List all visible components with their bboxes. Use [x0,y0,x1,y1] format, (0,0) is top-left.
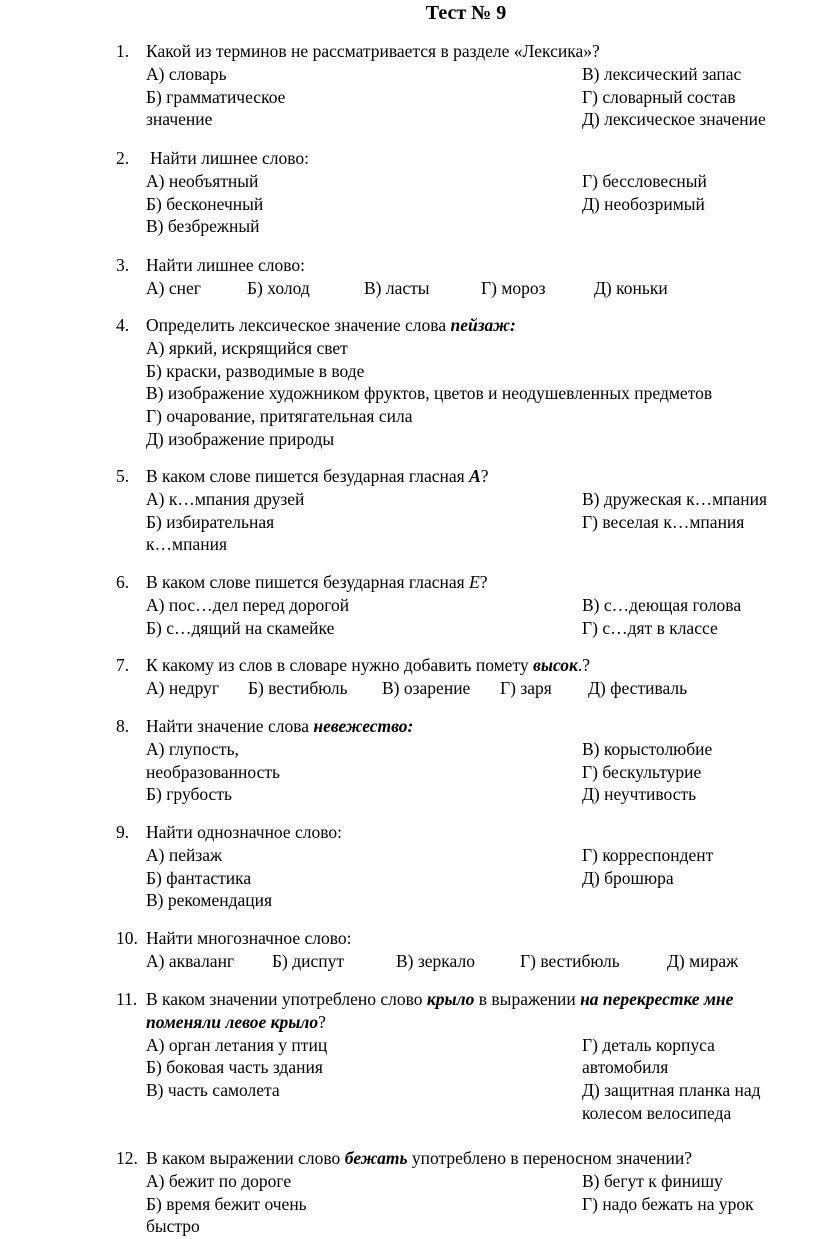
answer-option: В) лексический запас [582,63,742,84]
question-number: 6. [116,572,130,592]
keyword: А [469,466,481,486]
answer-option: В) рекомендация [146,890,273,911]
answer-option: А) необъятный [146,170,259,191]
question-11 [0,988,816,1125]
answer-option: Б) грубость [146,784,232,805]
question-text: Определить лексическое значение слова пейзаж: [146,315,516,335]
answer-option: А) к…мпания друзей [146,488,305,509]
answer-option: А) глупость, [146,738,239,759]
question-number: 10. [116,928,138,948]
question-number: 3. [116,255,130,275]
keyword: высок [533,655,578,675]
question-1 [0,40,816,131]
answer-option: Б) с…дящий на скамейке [146,617,335,638]
question-9 [0,821,816,912]
question-number: 4. [116,315,130,335]
question-number: 9. [116,822,130,842]
answer-option: Г) деталь корпуса [582,1034,715,1055]
keyword: крыло [426,989,475,1009]
question-number: 1. [116,41,130,61]
answer-option: Д) коньки [594,277,668,298]
answer-option: Г) словарный состав [582,86,736,107]
answer-option: А) яркий, искрящийся свет [146,337,348,358]
question-10 [0,927,816,973]
answer-option: колесом велосипеда [582,1102,732,1123]
question-text: Найти многозначное слово: [146,928,352,948]
answer-option: необразованность [146,761,280,782]
keyword: Е [469,572,480,592]
answer-option: Г) заря [500,677,552,698]
answer-option: А) словарь [146,63,227,84]
question-3 [0,254,816,300]
answer-option: Д) неучтивость [582,784,697,805]
answer-option: Д) лексическое значение [582,109,766,130]
question-12 [0,1147,816,1238]
answer-option: быстро [146,1216,200,1237]
question-text: В каком значении употреблено слово крыло в выражении на перекрестке мне [146,989,734,1009]
question-8 [0,715,816,806]
answer-option: Г) с…дят в классе [582,617,718,638]
answer-option: Г) надо бежать на урок [582,1193,754,1214]
answer-option: Д) необозримый [582,193,705,214]
phrase: поменяли левое крыло [146,1011,319,1032]
phrase: на перекрестке мне [580,989,734,1009]
question-2 [0,147,816,238]
answer-option: Б) боковая часть здания [146,1057,323,1078]
question-text: Найти лишнее слово: [146,255,306,275]
question-number: 7. [116,655,130,675]
answer-option: Б) диспут [272,950,345,971]
question-text: Найти однозначное слово: [146,822,343,842]
answer-option: А) пос…дел перед дорогой [146,594,350,615]
answer-option: Г) вестибюль [520,950,620,971]
question-4 [0,314,816,451]
answer-option: Д) фестиваль [588,677,688,698]
answer-option: Б) время бежит очень [146,1193,307,1214]
answer-option: В) озарение [382,677,471,698]
keyword: пейзаж: [450,315,516,335]
answer-option: А) снег [146,277,201,298]
answer-option: В) ласты [364,277,430,298]
answer-option: к…мпания [146,534,227,555]
answer-option: А) бежит по дороге [146,1170,292,1191]
question-text: Найти лишнее слово: [150,148,310,168]
answer-option: Г) мороз [481,277,546,298]
question-5 [0,465,816,556]
question-7 [0,654,816,700]
answer-option: В) с…деющая голова [582,594,742,615]
answer-option: Б) краски, разводимые в воде [146,360,365,381]
answer-option: Д) защитная планка над [582,1080,761,1101]
keyword: бежать [344,1148,408,1168]
answer-option: В) зеркало [396,950,475,971]
answer-option: Г) веселая к…мпания [582,511,745,532]
question-number: 5. [116,466,130,486]
test-title: Тест № 9 [425,2,507,24]
answer-option: Г) бескультурие [582,761,702,782]
answer-option: значение [146,109,213,130]
answer-option: Б) избирательная [146,511,275,532]
question-text: Найти значение слова невежество: [146,716,414,736]
question-text-continued: поменяли левое крыло? [146,1011,326,1032]
answer-option: Б) грамматическое [146,86,286,107]
answer-option: В) изображение художником фруктов, цветов и неодушевленных предметов [146,383,713,404]
answer-option: В) безбрежный [146,216,260,237]
question-text: Какой из терминов не рассматривается в разделе «Лексика»? [146,41,600,61]
answer-option: Б) фантастика [146,867,252,888]
question-text: В каком выражении слово бежать употреблено в переносном значении? [146,1148,693,1168]
answer-option: А) недруг [146,677,220,698]
answer-option: Г) корреспондент [582,844,714,865]
answer-option: В) корыстолюбие [582,738,713,759]
answer-option: А) акваланг [146,950,235,971]
answer-option: автомобиля [582,1057,669,1078]
question-number: 8. [116,716,130,736]
answer-option: В) часть самолета [146,1080,280,1101]
question-6 [0,571,816,639]
question-text: К какому из слов в словаре нужно добавить помету высок.? [146,655,591,675]
keyword: невежество: [313,716,414,736]
answer-option: В) дружеская к…мпания [582,488,768,509]
answer-option: Б) холод [247,277,310,298]
answer-option: Д) изображение природы [146,428,335,449]
answer-option: Д) брошюра [582,867,674,888]
answer-option: Г) очарование, притягательная сила [146,406,413,427]
answer-option: А) пейзаж [146,844,223,865]
question-text: В каком слове пишется безударная гласная А? [146,466,489,486]
answer-option: Д) мираж [667,950,739,971]
question-number: 11. [116,989,138,1009]
answer-option: Б) бесконечный [146,193,264,214]
answer-option: В) бегут к финишу [582,1170,723,1191]
question-text: В каком слове пишется безударная гласная Е? [146,572,488,592]
answer-option: Г) бессловесный [582,170,707,191]
question-number: 12. [116,1148,138,1168]
question-number: 2. [116,148,130,168]
answer-option: Б) вестибюль [248,677,348,698]
answer-option: А) орган летания у птиц [146,1034,328,1055]
